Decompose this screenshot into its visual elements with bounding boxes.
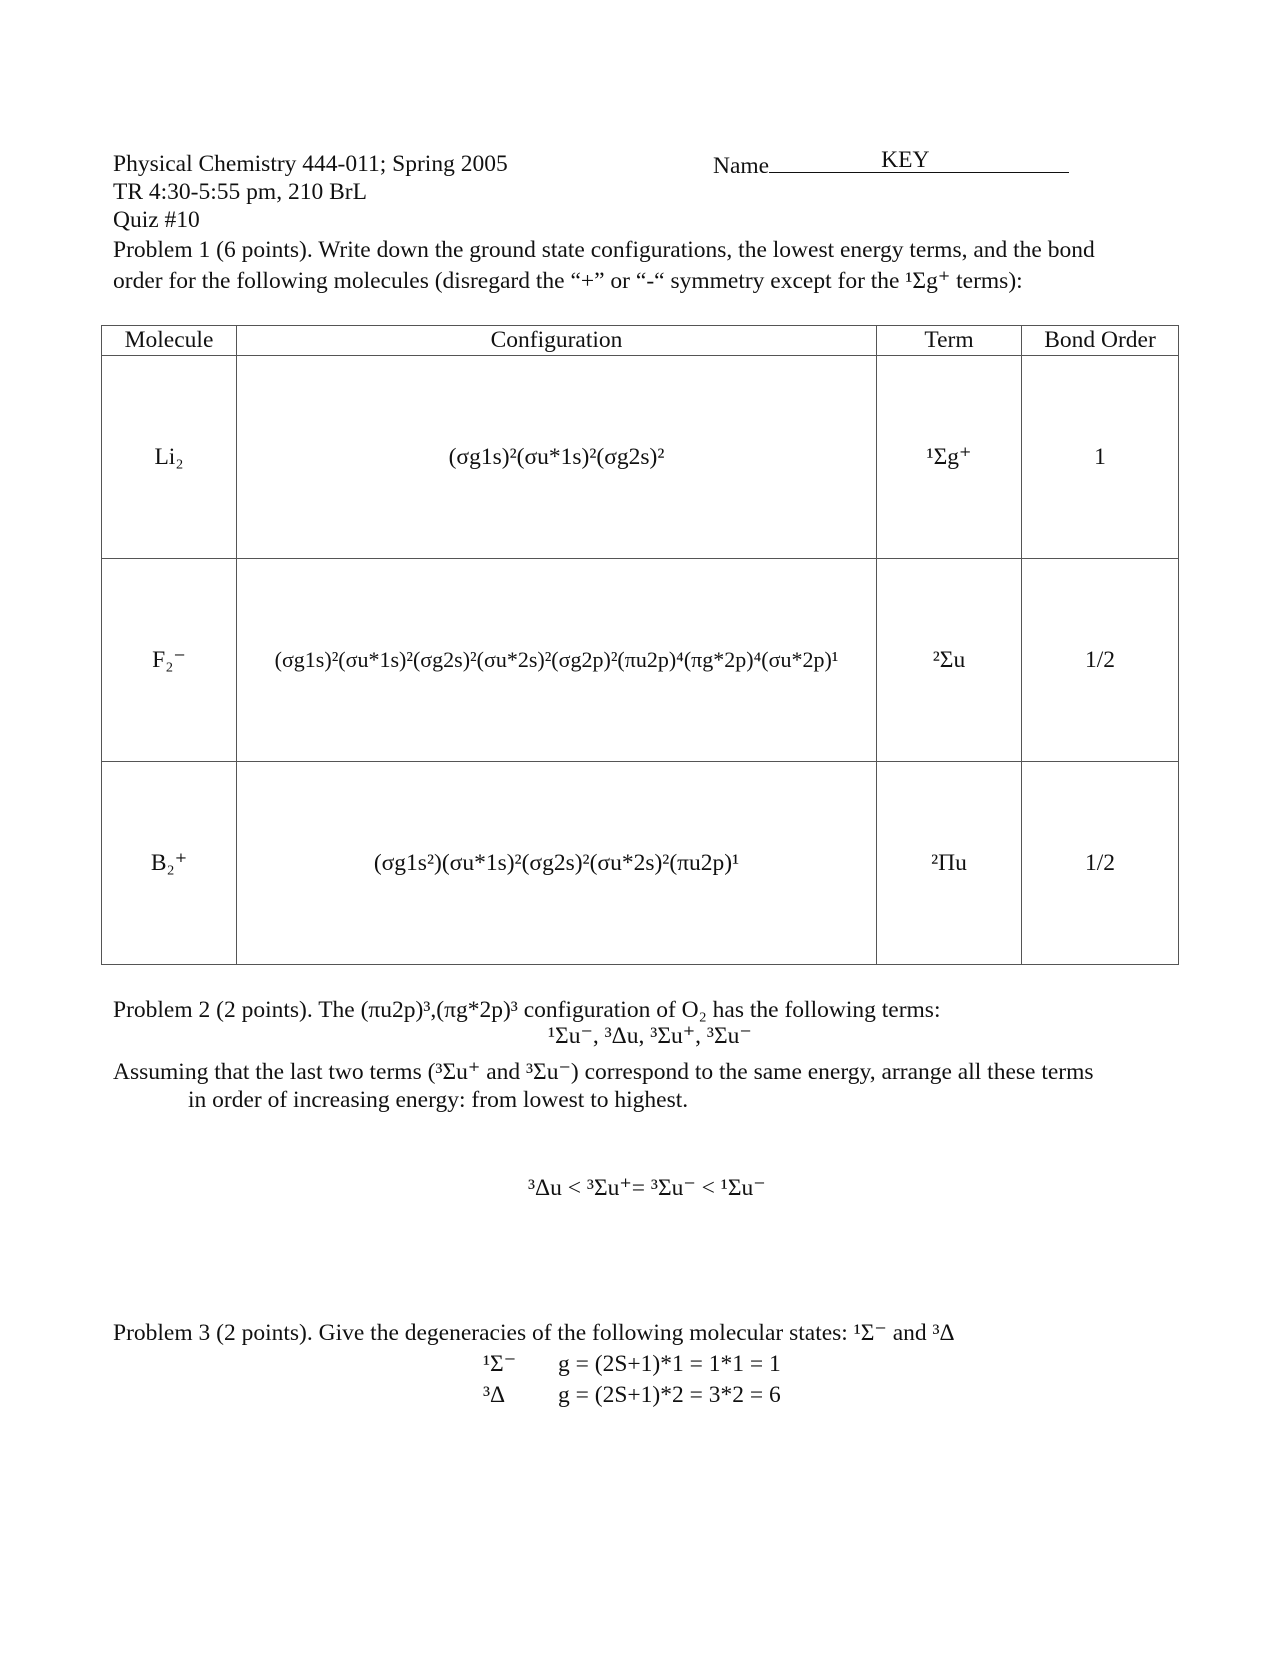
course-time: TR 4:30-5:55 pm, 210 BrL xyxy=(113,179,367,205)
cell-term: ²Πu xyxy=(877,762,1022,965)
name-field xyxy=(713,146,1069,180)
problem2-prompt: Problem 2 (2 points). The (πu2p)³,(πg*2p)³ configuration of O₂ has the following terms: xyxy=(113,997,941,1023)
cell-bond-order: 1/2 xyxy=(1022,559,1179,762)
problem3-state-1: ¹Σ⁻ xyxy=(483,1351,517,1377)
cell-bond-order: 1 xyxy=(1022,356,1179,559)
cell-molecule: B₂⁺ xyxy=(102,762,237,965)
problem2-terms: ¹Σu⁻, ³Δu, ³Σu⁺, ³Σu⁻ xyxy=(548,1023,752,1049)
problem1-prompt-line2: order for the following molecules (disregard the “+” or “-“ symmetry except for the ¹Σg⁺ terms): xyxy=(113,268,1023,294)
problem2-assumption-line2: in order of increasing energy: from lowest to highest. xyxy=(188,1087,689,1113)
header-term: Term xyxy=(877,326,1022,356)
cell-configuration: (σg1s)²(σu*1s)²(σg2s)²(σu*2s)²(σg2p)²(πu2p)⁴(πg*2p)⁴(σu*2p)¹ xyxy=(237,559,877,762)
cell-bond-order: 1/2 xyxy=(1022,762,1179,965)
problem3-degeneracy-1: g = (2S+1)*1 = 1*1 = 1 xyxy=(558,1351,781,1377)
table-row xyxy=(102,559,1179,762)
cell-term: ²Σu xyxy=(877,559,1022,762)
course-title: Physical Chemistry 444-011; Spring 2005 xyxy=(113,151,508,177)
header-configuration: Configuration xyxy=(237,326,877,356)
problem3-state-2: ³Δ xyxy=(483,1382,506,1408)
cell-configuration: (σg1s²)(σu*1s)²(σg2s)²(σu*2s)²(πu2p)¹ xyxy=(237,762,877,965)
problem3-degeneracy-2: g = (2S+1)*2 = 3*2 = 6 xyxy=(558,1382,781,1408)
problem2-assumption-line1: Assuming that the last two terms (³Σu⁺ and ³Σu⁻) correspond to the same energy, arrange all these terms xyxy=(113,1059,1094,1085)
cell-configuration: (σg1s)²(σu*1s)²(σg2s)² xyxy=(237,356,877,559)
name-value: KEY xyxy=(881,146,930,173)
cell-molecule: F₂⁻ xyxy=(102,559,237,762)
header-molecule: Molecule xyxy=(102,326,237,356)
problem1-prompt-line1: Problem 1 (6 points). Write down the ground state configurations, the lowest energy terms, and the bond xyxy=(113,237,1095,263)
name-underline xyxy=(769,146,1069,173)
cell-term: ¹Σg⁺ xyxy=(877,356,1022,559)
problem1-table xyxy=(101,325,1179,965)
name-label: Name xyxy=(713,153,770,179)
table-header-row xyxy=(102,326,1179,356)
header-bond-order: Bond Order xyxy=(1022,326,1179,356)
problem2-answer: ³Δu < ³Σu⁺= ³Σu⁻ < ¹Σu⁻ xyxy=(528,1175,766,1201)
table-row xyxy=(102,762,1179,965)
problem3-prompt: Problem 3 (2 points). Give the degeneracies of the following molecular states: ¹Σ⁻ and ³Δ xyxy=(113,1320,955,1346)
cell-molecule: Li₂ xyxy=(102,356,237,559)
quiz-number: Quiz #10 xyxy=(113,207,200,233)
table-row xyxy=(102,356,1179,559)
